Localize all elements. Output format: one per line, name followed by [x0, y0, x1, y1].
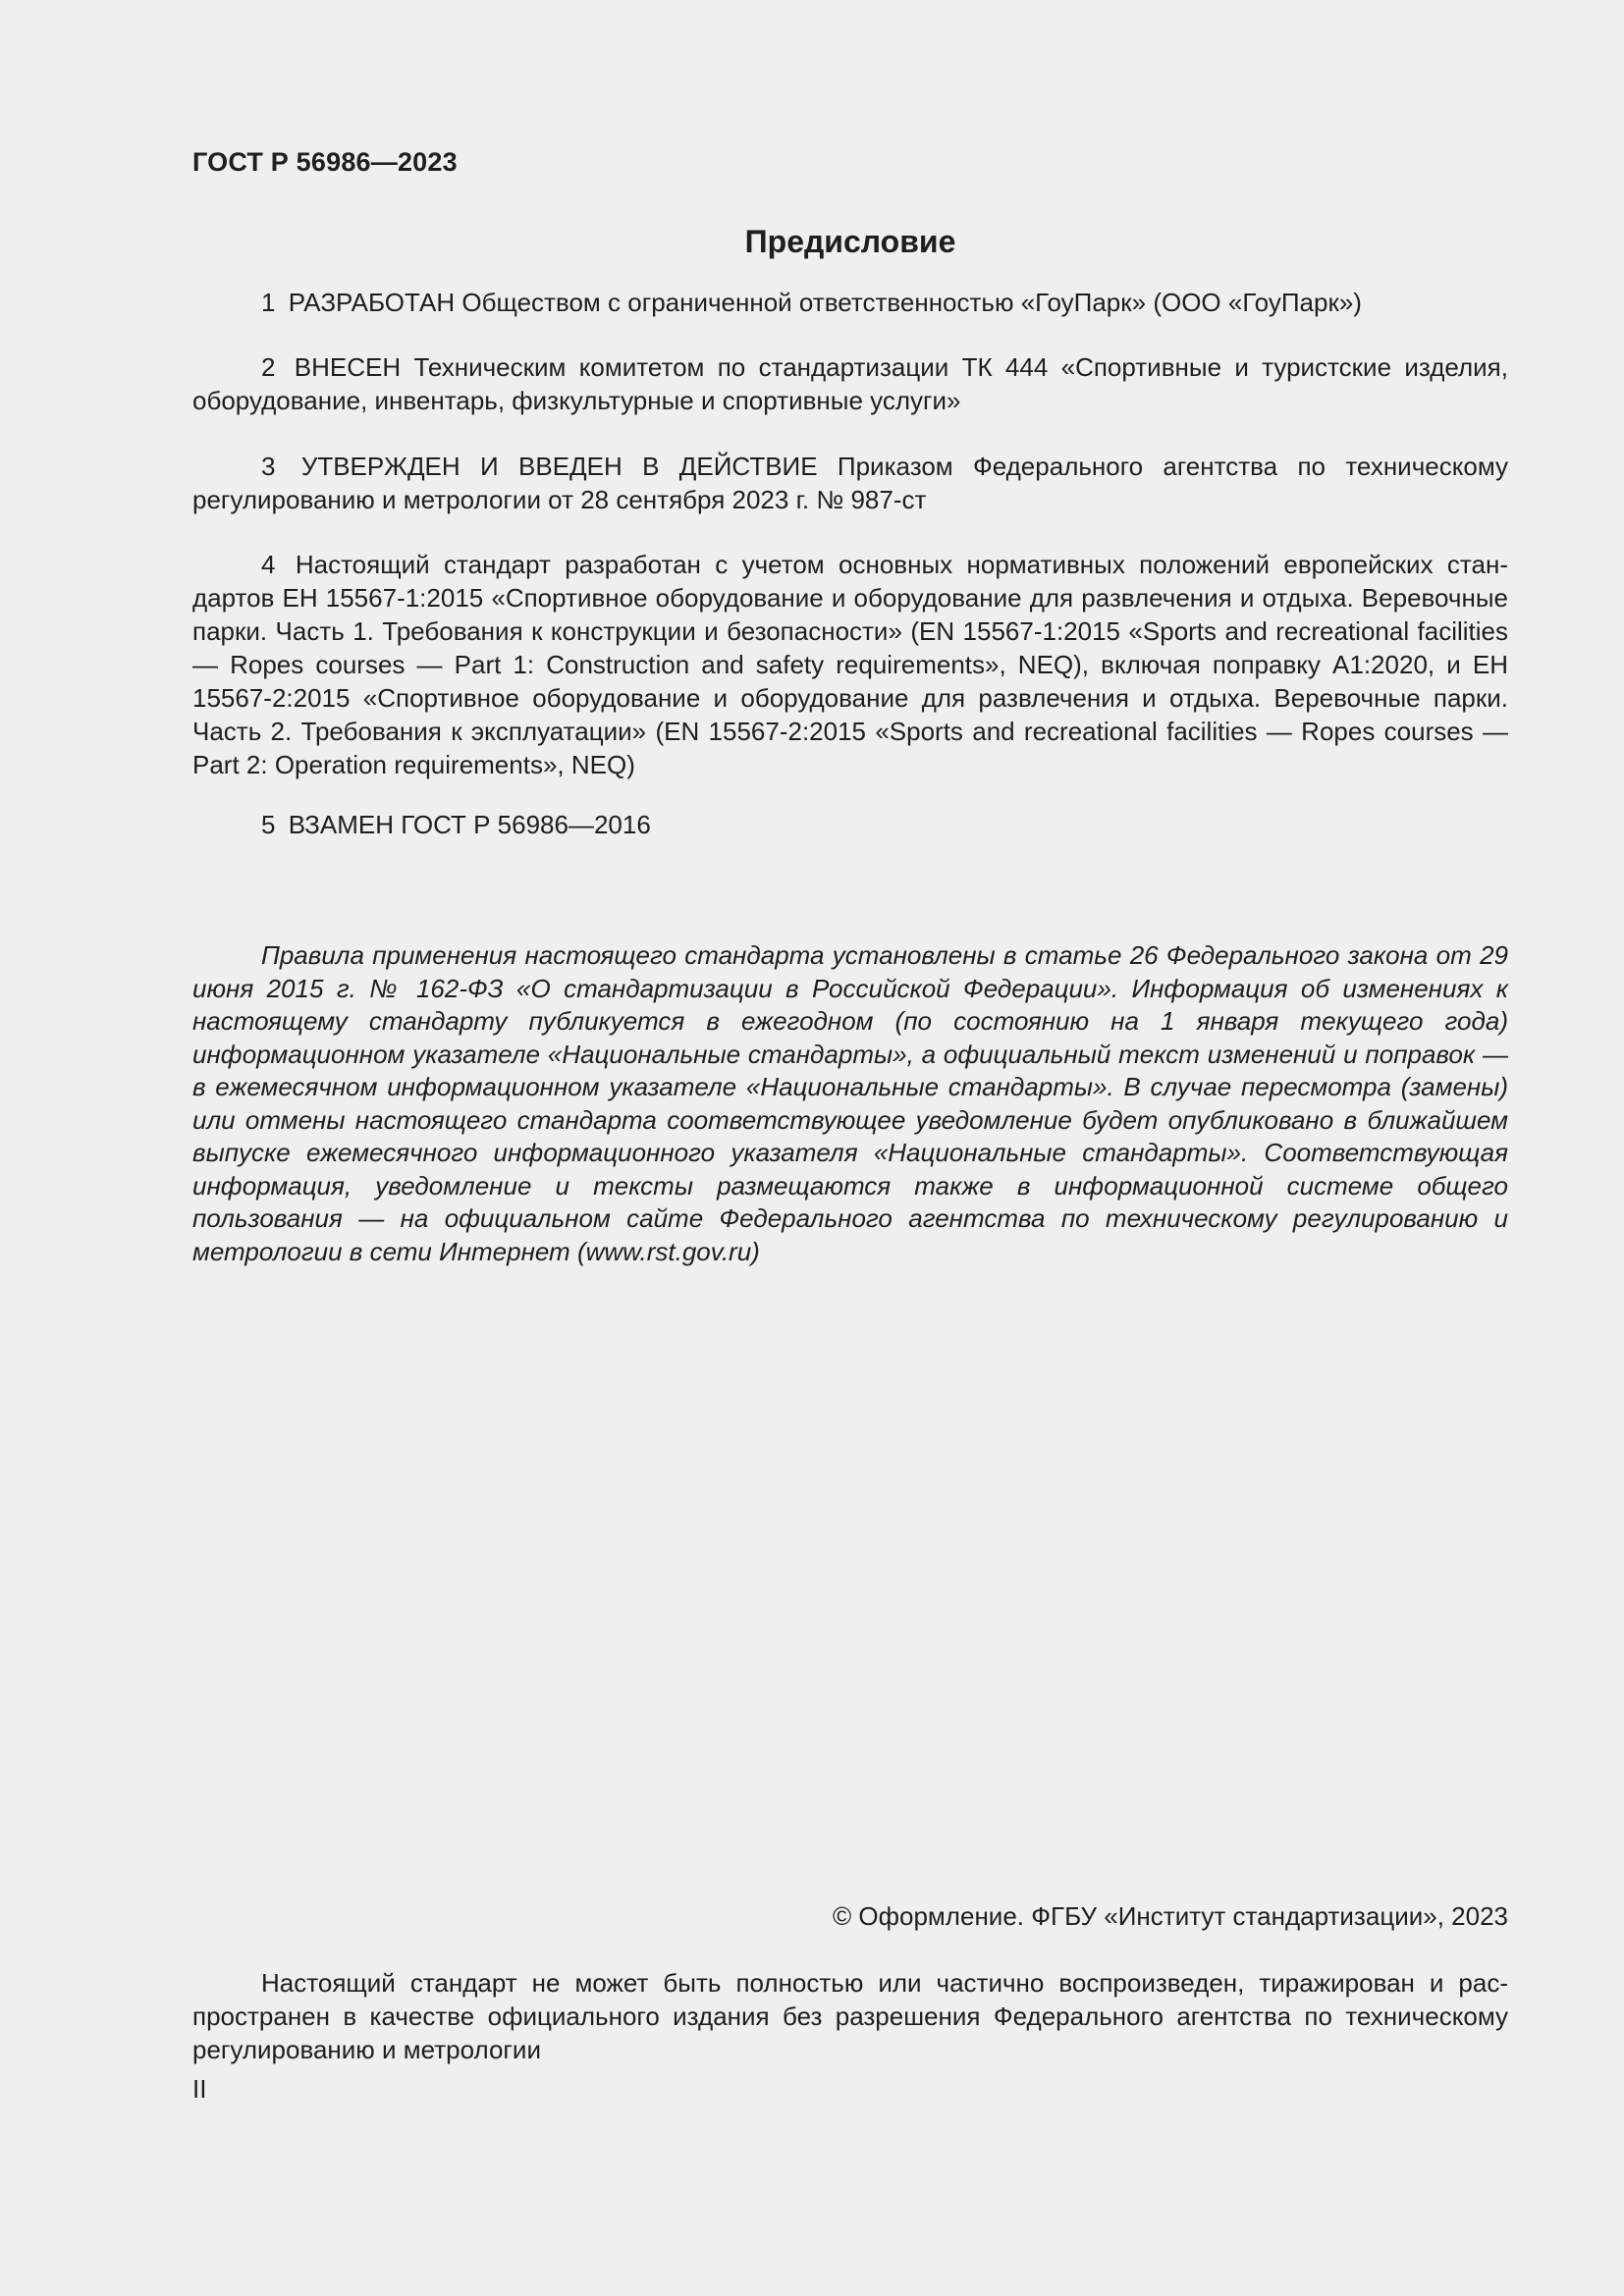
item-text: Настоящий стандарт разработан с учетом основных нормативных положений европейских стандартов ЕН 15567-1:2015 «Спортивное оборудование и оборудование для развлечения и отдыха. Веревочные парки. Часть 1. Требования к конструкции и безопасности» (EN 15567-1:2015 «Sports and recreational facilities — Ropes courses — Part 1: Construction and safety requirements», NEQ), включая поправку А1:2020, и ЕН 15567-2:2015 «Спортивное оборудование и оборудование для развлечения и отдыха. Веревочные парки. Часть 2. Требования к эксплуатации» (EN 15567-2:2015 «Sports and recreational facilities — Ropes courses — Part 2: Operation requirements», NEQ) [192, 550, 1508, 779]
item-text: ВНЕСЕН Техническим комитетом по стандартизации ТК 444 «Спортивные и туристские изделия, оборудование, инвентарь, физкультурные и спортивные услуги» [192, 352, 1508, 415]
item-text: ВЗАМЕН ГОСТ Р 56986—2016 [288, 810, 651, 839]
foreword-item [192, 286, 1508, 319]
item-number: 5 [261, 810, 276, 839]
item-text: УТВЕРЖДЕН И ВВЕДЕН В ДЕЙСТВИЕ Приказом Федерального агентства по техническому регулированию и метрологии от 28 сентября 2023 г. № 987-ст [192, 452, 1509, 514]
item-text: РАЗРАБОТАН Обществом с ограниченной ответственностью «ГоуПарк» (ООО «ГоуПарк») [288, 288, 1362, 317]
reproduction-notice: Настоящий стандарт не может быть полностью или частично воспроизведен, тиражирован и распространен в качестве официального издания без разрешения Федерального агентства по техническому регулированию и метрологии [192, 1968, 1508, 2064]
item-number: 1 [261, 288, 276, 317]
foreword-item [192, 350, 1508, 417]
item-number: 4 [261, 550, 276, 579]
item-number: 2 [261, 352, 276, 382]
page-title: Предисловие [744, 224, 956, 259]
application-rules-paragraph: Правила применения настоящего стандарта установлены в статье 26 Федерального закона от 29 июня 2015 г. № 162-ФЗ «О стандартизации в Российской Федерации». Информация об изменениях к настоящему стандарту публикуется в ежегодном (по состоянию на 1 января текущего года) информационном указателе «Национальные стандарты», а официальный текст изменений и поправок — в ежемесячном информационном указателе «Национальные стандарты». В случае пересмотра (замены) или отмены настоящего стандарта соответствующее уведомление будет опубликовано в ближайшем выпуске ежемесячного информационного указателя «Национальные стандарты». Соответствующая информация, уведомление и тексты размещаются также в информационной системе общего пользования — на официальном сайте Федерального агентства по техническому регулированию и метрологии в сети Интернет (www.rst.gov.ru) [192, 940, 1508, 1266]
foreword-item [192, 808, 1508, 841]
document-page [192, 0, 1508, 2296]
standard-code-header: ГОСТ Р 56986—2023 [192, 147, 458, 177]
copyright-line: © Оформление. ФГБУ «Институт стандартизации», 2023 [833, 1901, 1508, 1931]
foreword-item [192, 450, 1508, 516]
item-number: 3 [261, 452, 276, 481]
foreword-item [192, 548, 1508, 781]
page-number: II [192, 2074, 207, 2104]
